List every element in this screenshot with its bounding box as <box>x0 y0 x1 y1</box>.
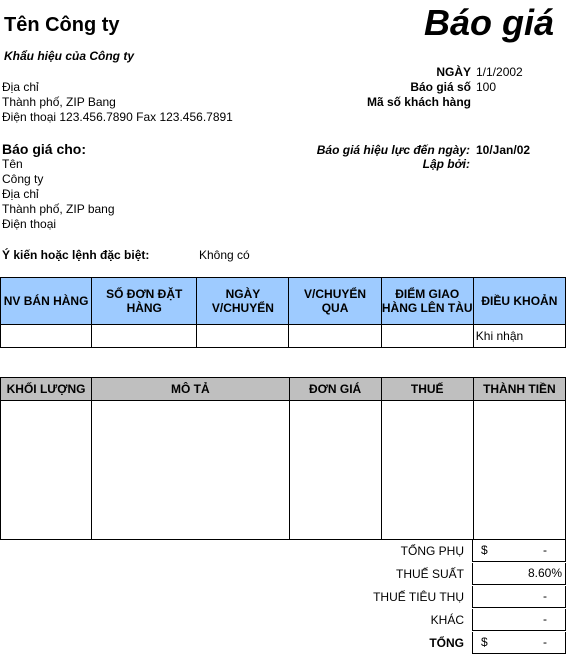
date-label: NGÀY <box>436 65 471 79</box>
col-salesperson: NV BÁN HÀNG <box>1 278 92 325</box>
cell-salesperson[interactable] <box>1 325 92 348</box>
sales-tax-cell[interactable] <box>472 586 566 608</box>
cell-ship-date[interactable] <box>197 325 289 348</box>
cell-ship-via[interactable] <box>289 325 381 348</box>
quote-for-line: Thành phố, ZIP bang <box>2 202 115 216</box>
totals-row-tax-rate <box>0 563 566 585</box>
order-info-table <box>0 277 566 348</box>
subtotal-value: - <box>543 543 547 557</box>
quote-number-label: Báo giá số <box>410 80 471 94</box>
tax-rate-cell[interactable] <box>472 563 566 585</box>
valid-until-label: Báo giá hiệu lực đến ngày: <box>316 143 470 157</box>
col-order-number: SỐ ĐƠN ĐẶT HÀNG <box>92 278 197 325</box>
cell-terms[interactable]: Khi nhận <box>473 325 565 348</box>
prepared-by-label: Lập bởi: <box>422 157 470 171</box>
totals-row-subtotal <box>0 540 566 562</box>
special-instructions-label: Ý kiến hoặc lệnh đặc biệt: <box>2 248 150 262</box>
quote-for-line: Địa chỉ <box>2 187 39 201</box>
totals-row-other <box>0 609 566 631</box>
cell-amount[interactable] <box>473 401 565 540</box>
date-value: 1/1/2002 <box>476 65 523 79</box>
col-ship-date: NGÀY V/CHUYỂN <box>197 278 289 325</box>
company-address: Địa chỉ <box>2 80 39 94</box>
cell-description[interactable] <box>92 401 289 540</box>
total-value: - <box>543 635 547 649</box>
special-instructions-value: Không có <box>199 248 250 262</box>
col-tax: THUẾ <box>381 378 473 401</box>
cell-order-number[interactable] <box>92 325 197 348</box>
col-quantity: KHỐI LƯỢNG <box>1 378 92 401</box>
subtotal-currency: $ <box>481 543 488 557</box>
customer-id-label: Mã số khách hàng <box>366 95 471 109</box>
sales-tax-label: THUẾ TIÊU THỤ <box>373 590 464 604</box>
company-name: Tên Công ty <box>4 14 120 36</box>
document-title: Báo giá <box>423 2 554 43</box>
subtotal-cell[interactable] <box>472 540 566 562</box>
total-label: TỔNG <box>429 636 464 650</box>
valid-until-value: 10/Jan/02 <box>476 143 531 157</box>
other-label: KHÁC <box>430 613 464 627</box>
col-amount: THÀNH TIỀN <box>473 378 565 401</box>
tax-rate-value: 8.60% <box>527 566 562 580</box>
quote-for-heading: Báo giá cho: <box>2 141 87 157</box>
cell-unit-price[interactable] <box>289 401 381 540</box>
total-cell[interactable] <box>472 632 566 654</box>
col-fob-point: ĐIỂM GIAO HÀNG LÊN TÀU <box>381 278 473 325</box>
cell-quantity[interactable] <box>1 401 92 540</box>
cell-tax[interactable] <box>381 401 473 540</box>
col-terms: ĐIỀU KHOẢN <box>473 278 565 325</box>
company-city: Thành phố, ZIP Bang <box>2 95 116 109</box>
quote-for-line: Công ty <box>2 172 44 186</box>
col-ship-via: V/CHUYỂN QUA <box>289 278 381 325</box>
company-slogan: Khẩu hiệu của Công ty <box>4 49 135 63</box>
quote-for-line: Điện thoại <box>2 217 57 231</box>
company-phone-fax: Điện thoại 123.456.7890 Fax 123.456.7891 <box>2 110 233 124</box>
tax-rate-label: THUẾ SUẤT <box>395 567 464 581</box>
sales-tax-value: - <box>543 589 547 603</box>
totals-row-total <box>0 632 566 654</box>
subtotal-label: TỔNG PHỤ <box>400 544 464 558</box>
totals-row-sales-tax <box>0 586 566 608</box>
total-currency: $ <box>481 635 488 649</box>
cell-fob-point[interactable] <box>381 325 473 348</box>
quote-for-line: Tên <box>2 157 23 171</box>
other-value: - <box>543 612 547 626</box>
quote-number-value: 100 <box>476 80 497 94</box>
items-table <box>0 377 566 540</box>
other-cell[interactable] <box>472 609 566 631</box>
col-unit-price: ĐƠN GIÁ <box>289 378 381 401</box>
col-description: MÔ TẢ <box>92 378 289 401</box>
